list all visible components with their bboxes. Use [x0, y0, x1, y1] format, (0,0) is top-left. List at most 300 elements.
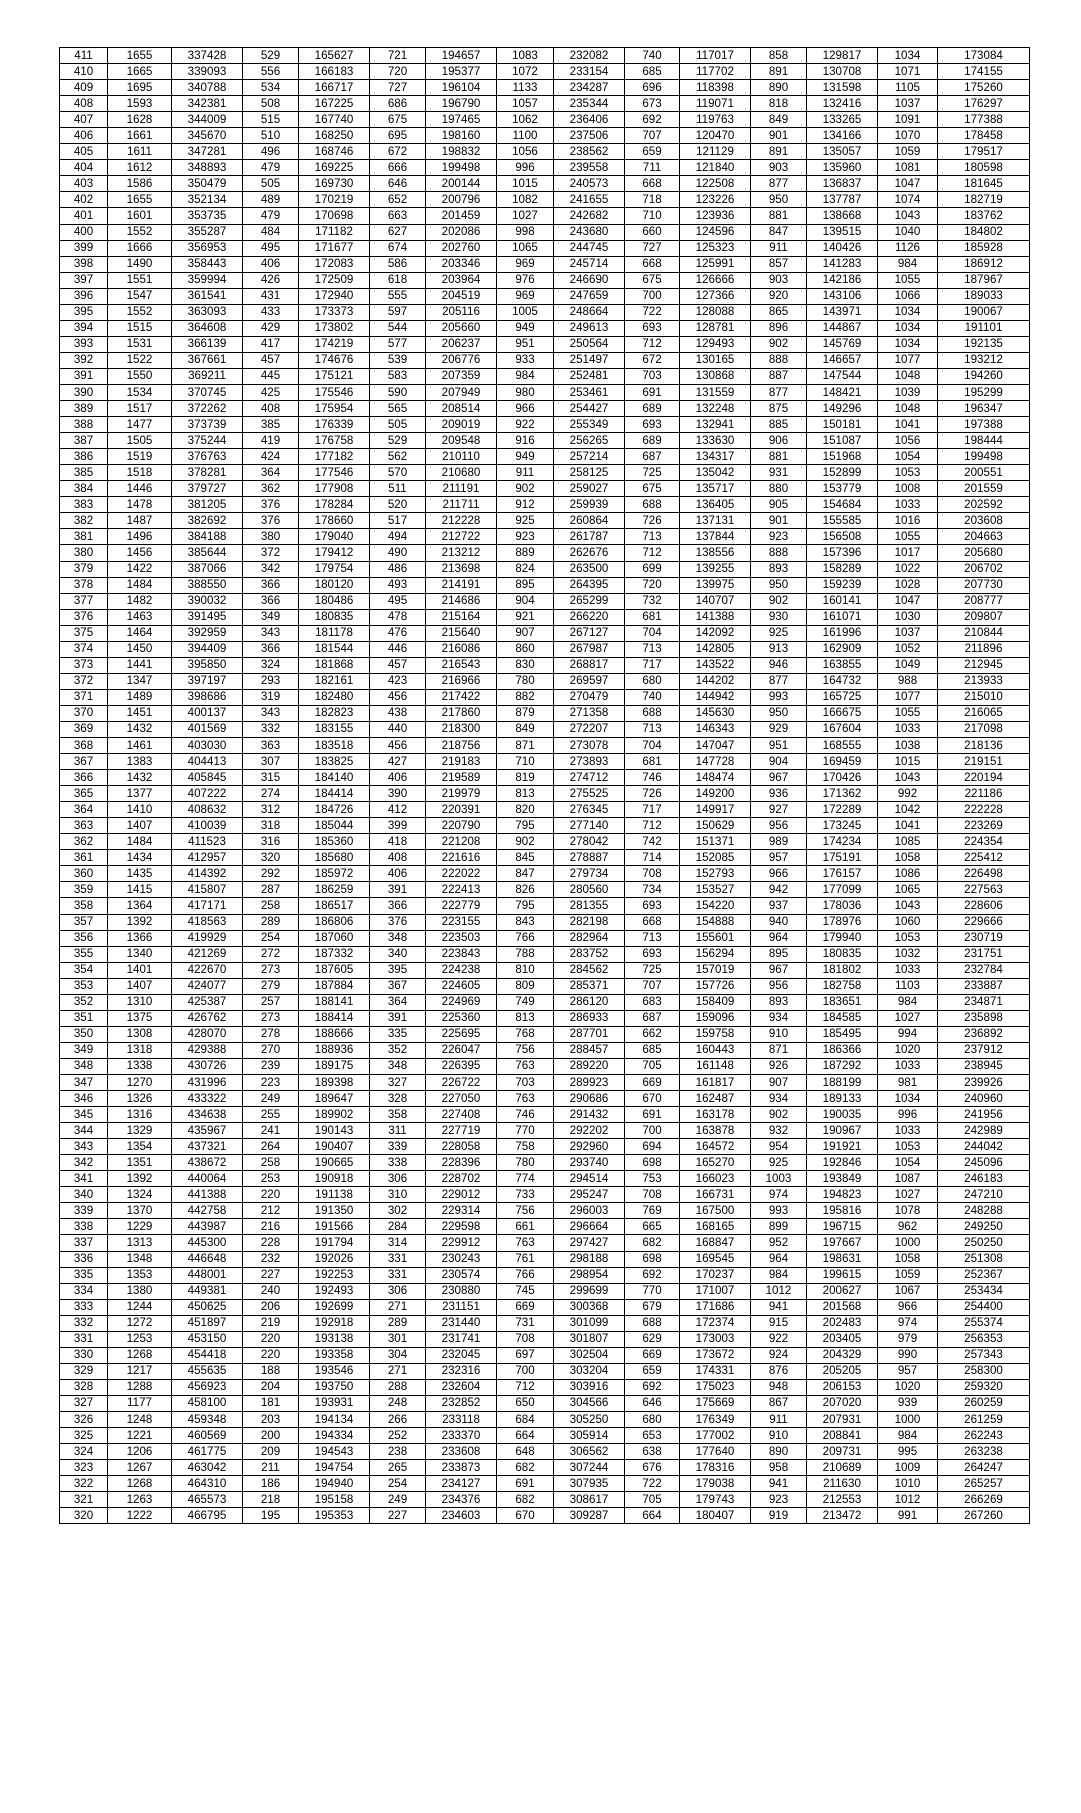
table-cell: 907	[497, 625, 554, 641]
table-cell: 164572	[680, 1139, 751, 1155]
table-cell: 193931	[299, 1395, 370, 1411]
table-cell: 183155	[299, 721, 370, 737]
table-cell: 258300	[938, 1363, 1030, 1379]
table-cell: 1415	[108, 882, 172, 898]
table-cell: 768	[497, 1026, 554, 1042]
table-cell: 370	[60, 705, 108, 721]
table-cell: 880	[751, 481, 807, 497]
table-cell: 954	[751, 1139, 807, 1155]
table-cell: 1043	[878, 770, 938, 786]
table-cell: 225695	[426, 1026, 497, 1042]
table-cell: 1392	[108, 914, 172, 930]
table-cell: 220	[243, 1331, 299, 1347]
table-cell: 385644	[172, 545, 243, 561]
table-cell: 1338	[108, 1058, 172, 1074]
table-cell: 689	[625, 433, 680, 449]
table-cell: 1456	[108, 545, 172, 561]
table-cell: 193138	[299, 1331, 370, 1347]
table-cell: 147544	[807, 368, 878, 384]
table-cell: 1033	[878, 1123, 938, 1139]
table-cell: 1056	[878, 433, 938, 449]
table-cell: 788	[497, 946, 554, 962]
table-cell: 214686	[426, 593, 497, 609]
table-cell: 174676	[299, 352, 370, 368]
table-cell: 145769	[807, 336, 878, 352]
table-cell: 212	[243, 1203, 299, 1219]
table-row	[60, 96, 1030, 112]
table-row	[60, 882, 1030, 898]
table-cell: 332	[243, 721, 299, 737]
table-cell: 464310	[172, 1476, 243, 1492]
table-cell: 1055	[878, 705, 938, 721]
table-cell: 663	[370, 208, 426, 224]
table-cell: 270479	[554, 689, 625, 705]
table-cell: 364608	[172, 320, 243, 336]
table-cell: 352	[370, 1042, 426, 1058]
table-cell: 228606	[938, 898, 1030, 914]
table-cell: 1270	[108, 1075, 172, 1091]
table-cell: 826	[497, 882, 554, 898]
table-cell: 205116	[426, 304, 497, 320]
table-cell: 165627	[299, 48, 370, 64]
table-cell: 196104	[426, 80, 497, 96]
table-cell: 431996	[172, 1075, 243, 1091]
table-cell: 713	[625, 641, 680, 657]
table-cell: 1020	[878, 1379, 938, 1395]
table-cell: 891	[751, 64, 807, 80]
table-cell: 167500	[680, 1203, 751, 1219]
table-cell: 899	[751, 1219, 807, 1235]
table-cell: 304566	[554, 1395, 625, 1411]
table-cell: 200627	[807, 1283, 878, 1299]
table-row	[60, 384, 1030, 400]
table-cell: 433322	[172, 1091, 243, 1107]
table-cell: 958	[751, 1460, 807, 1476]
table-cell: 1268	[108, 1476, 172, 1492]
table-cell: 689	[625, 401, 680, 417]
table-cell: 171362	[807, 786, 878, 802]
table-cell: 142186	[807, 272, 878, 288]
table-cell: 194134	[299, 1411, 370, 1427]
table-cell: 237912	[938, 1042, 1030, 1058]
table-cell: 358443	[172, 256, 243, 272]
table-cell: 185360	[299, 834, 370, 850]
table-cell: 119071	[680, 96, 751, 112]
table-cell: 334	[60, 1283, 108, 1299]
table-cell: 479	[243, 208, 299, 224]
table-cell: 125323	[680, 240, 751, 256]
table-cell: 261259	[938, 1411, 1030, 1427]
table-cell: 233887	[938, 978, 1030, 994]
table-cell: 652	[370, 192, 426, 208]
table-cell: 889	[497, 545, 554, 561]
table-cell: 966	[878, 1299, 938, 1315]
table-cell: 141388	[680, 609, 751, 625]
table-cell: 429388	[172, 1042, 243, 1058]
table-cell: 925	[751, 625, 807, 641]
table-row	[60, 1444, 1030, 1460]
table-cell: 143522	[680, 657, 751, 673]
table-cell: 1377	[108, 786, 172, 802]
table-cell: 966	[751, 866, 807, 882]
table-cell: 172940	[299, 288, 370, 304]
table-cell: 202483	[807, 1315, 878, 1331]
table-cell: 717	[625, 802, 680, 818]
table-cell: 726	[625, 786, 680, 802]
table-cell: 950	[751, 192, 807, 208]
table-cell: 325	[60, 1428, 108, 1444]
table-cell: 710	[625, 208, 680, 224]
table-cell: 924	[751, 1347, 807, 1363]
table-cell: 1028	[878, 577, 938, 593]
table-cell: 240	[243, 1283, 299, 1299]
table-cell: 184802	[938, 224, 1030, 240]
table-cell: 228396	[426, 1155, 497, 1171]
table-cell: 364	[370, 994, 426, 1010]
table-cell: 843	[497, 914, 554, 930]
table-cell: 1551	[108, 272, 172, 288]
table-cell: 279734	[554, 866, 625, 882]
table-cell: 998	[497, 224, 554, 240]
table-cell: 378	[60, 577, 108, 593]
table-cell: 131559	[680, 384, 751, 400]
table-cell: 264247	[938, 1460, 1030, 1476]
table-cell: 906	[751, 433, 807, 449]
table-cell: 153527	[680, 882, 751, 898]
table-cell: 211711	[426, 497, 497, 513]
table-cell: 343	[60, 1139, 108, 1155]
table-cell: 440	[370, 721, 426, 737]
table-cell: 193358	[299, 1347, 370, 1363]
table-cell: 976	[497, 272, 554, 288]
table-cell: 391495	[172, 609, 243, 625]
table-row	[60, 240, 1030, 256]
table-cell: 698	[625, 1251, 680, 1267]
table-cell: 1288	[108, 1379, 172, 1395]
table-cell: 385	[243, 417, 299, 433]
table-cell: 191794	[299, 1235, 370, 1251]
table-cell: 495	[370, 593, 426, 609]
table-cell: 216966	[426, 673, 497, 689]
table-cell: 390	[60, 384, 108, 400]
table-cell: 269597	[554, 673, 625, 689]
table-cell: 339	[370, 1139, 426, 1155]
table-cell: 494	[370, 529, 426, 545]
table-row	[60, 1411, 1030, 1427]
table-cell: 223269	[938, 818, 1030, 834]
table-cell: 386	[60, 449, 108, 465]
table-cell: 1446	[108, 481, 172, 497]
table-cell: 1432	[108, 770, 172, 786]
table-cell: 932	[751, 1123, 807, 1139]
table-cell: 394409	[172, 641, 243, 657]
table-cell: 478	[370, 609, 426, 625]
table-cell: 179940	[807, 930, 878, 946]
table-cell: 211896	[938, 641, 1030, 657]
table-cell: 216086	[426, 641, 497, 657]
table-cell: 810	[497, 962, 554, 978]
table-cell: 1347	[108, 673, 172, 689]
table-cell: 161817	[680, 1075, 751, 1091]
table-cell: 379727	[172, 481, 243, 497]
table-cell: 1039	[878, 384, 938, 400]
table-cell: 155601	[680, 930, 751, 946]
table-cell: 178284	[299, 497, 370, 513]
table-cell: 903	[751, 272, 807, 288]
table-row	[60, 1123, 1030, 1139]
table-cell: 1077	[878, 689, 938, 705]
table-cell: 490	[370, 545, 426, 561]
table-cell: 138556	[680, 545, 751, 561]
table-cell: 941	[751, 1299, 807, 1315]
table-cell: 1665	[108, 64, 172, 80]
table-row	[60, 1299, 1030, 1315]
table-cell: 1053	[878, 930, 938, 946]
table-cell: 154220	[680, 898, 751, 914]
table-cell: 871	[751, 1042, 807, 1058]
table-cell: 202086	[426, 224, 497, 240]
table-cell: 149296	[807, 401, 878, 417]
table-cell: 285371	[554, 978, 625, 994]
table-cell: 250564	[554, 336, 625, 352]
table-cell: 1407	[108, 818, 172, 834]
table-cell: 194940	[299, 1476, 370, 1492]
table-cell: 197465	[426, 112, 497, 128]
table-cell: 331	[60, 1331, 108, 1347]
table-cell: 227050	[426, 1091, 497, 1107]
table-cell: 923	[497, 529, 554, 545]
table-row	[60, 401, 1030, 417]
table-row	[60, 625, 1030, 641]
table-cell: 146343	[680, 721, 751, 737]
table-cell: 132941	[680, 417, 751, 433]
table-cell: 136405	[680, 497, 751, 513]
table-cell: 515	[243, 112, 299, 128]
table-cell: 195353	[299, 1508, 370, 1524]
table-cell: 675	[625, 481, 680, 497]
table-cell: 177002	[680, 1428, 751, 1444]
table-cell: 981	[878, 1075, 938, 1091]
table-cell: 152085	[680, 850, 751, 866]
table-cell: 434638	[172, 1107, 243, 1123]
table-cell: 406	[370, 866, 426, 882]
table-cell: 952	[751, 1235, 807, 1251]
table-cell: 857	[751, 256, 807, 272]
table-cell: 974	[878, 1315, 938, 1331]
table-cell: 273	[243, 1010, 299, 1026]
table-cell: 877	[751, 384, 807, 400]
table-cell: 366	[243, 593, 299, 609]
table-cell: 407	[60, 112, 108, 128]
table-cell: 704	[625, 625, 680, 641]
table-cell: 369	[60, 721, 108, 737]
table-cell: 915	[751, 1315, 807, 1331]
table-cell: 132248	[680, 401, 751, 417]
table-cell: 160141	[807, 593, 878, 609]
table-cell: 190067	[938, 304, 1030, 320]
table-cell: 376	[243, 513, 299, 529]
table-cell: 192918	[299, 1315, 370, 1331]
table-cell: 344	[60, 1123, 108, 1139]
table-cell: 183762	[938, 208, 1030, 224]
table-cell: 232045	[426, 1347, 497, 1363]
table-cell: 167225	[299, 96, 370, 112]
table-cell: 479	[243, 160, 299, 176]
table-cell: 272207	[554, 721, 625, 737]
table-cell: 372262	[172, 401, 243, 417]
table-row	[60, 449, 1030, 465]
table-cell: 949	[497, 320, 554, 336]
table-cell: 1059	[878, 1267, 938, 1283]
table-cell: 172289	[807, 802, 878, 818]
table-cell: 493	[370, 577, 426, 593]
table-cell: 230719	[938, 930, 1030, 946]
table-cell: 761	[497, 1251, 554, 1267]
table-row	[60, 368, 1030, 384]
table-row	[60, 1058, 1030, 1074]
table-cell: 421269	[172, 946, 243, 962]
table-cell: 227719	[426, 1123, 497, 1139]
table-cell: 1552	[108, 304, 172, 320]
table-cell: 134317	[680, 449, 751, 465]
table-cell: 1027	[497, 208, 554, 224]
table-cell: 288457	[554, 1042, 625, 1058]
table-cell: 696	[625, 80, 680, 96]
table-cell: 227	[243, 1267, 299, 1283]
table-cell: 223	[243, 1075, 299, 1091]
table-cell: 349	[243, 609, 299, 625]
table-cell: 446	[370, 641, 426, 657]
table-cell: 186	[243, 1476, 299, 1492]
table-cell: 1000	[878, 1235, 938, 1251]
table-cell: 213472	[807, 1508, 878, 1524]
table-cell: 648	[497, 1444, 554, 1460]
table-cell: 380	[60, 545, 108, 561]
table-cell: 195	[243, 1508, 299, 1524]
table-cell: 234871	[938, 994, 1030, 1010]
table-cell: 511	[370, 481, 426, 497]
table-cell: 984	[751, 1267, 807, 1283]
table-cell: 366139	[172, 336, 243, 352]
table-cell: 288	[370, 1379, 426, 1395]
table-cell: 988	[878, 673, 938, 689]
table-row	[60, 721, 1030, 737]
table-cell: 1593	[108, 96, 172, 112]
table-cell: 177182	[299, 449, 370, 465]
table-row	[60, 1139, 1030, 1155]
table-cell: 139255	[680, 561, 751, 577]
table-cell: 177640	[680, 1444, 751, 1460]
table-cell: 534	[243, 80, 299, 96]
table-cell: 214191	[426, 577, 497, 593]
table-cell: 995	[878, 1444, 938, 1460]
table-cell: 301	[370, 1331, 426, 1347]
table-cell: 367	[60, 754, 108, 770]
table-cell: 284	[370, 1219, 426, 1235]
table-cell: 683	[625, 994, 680, 1010]
table-cell: 922	[751, 1331, 807, 1347]
table-cell: 224354	[938, 834, 1030, 850]
table-cell: 194260	[938, 368, 1030, 384]
table-cell: 417	[243, 336, 299, 352]
table-cell: 238562	[554, 144, 625, 160]
table-cell: 221186	[938, 786, 1030, 802]
table-cell: 390032	[172, 593, 243, 609]
table-cell: 289	[243, 914, 299, 930]
table-cell: 154888	[680, 914, 751, 930]
table-cell: 212722	[426, 529, 497, 545]
table-cell: 298188	[554, 1251, 625, 1267]
table-cell: 1034	[878, 320, 938, 336]
table-cell: 907	[751, 1075, 807, 1091]
table-cell: 732	[625, 593, 680, 609]
table-cell: 392959	[172, 625, 243, 641]
table-cell: 237506	[554, 128, 625, 144]
table-cell: 144202	[680, 673, 751, 689]
table-cell: 316	[243, 834, 299, 850]
table-cell: 691	[625, 1107, 680, 1123]
table-row	[60, 64, 1030, 80]
table-cell: 141283	[807, 256, 878, 272]
table-cell: 1206	[108, 1444, 172, 1460]
table-cell: 391	[370, 1010, 426, 1026]
table-cell: 668	[625, 914, 680, 930]
table-cell: 1054	[878, 449, 938, 465]
table-cell: 175121	[299, 368, 370, 384]
table-cell: 196347	[938, 401, 1030, 417]
table-cell: 340	[60, 1187, 108, 1203]
table-cell: 896	[751, 320, 807, 336]
table-cell: 1484	[108, 834, 172, 850]
table-cell: 1012	[751, 1283, 807, 1299]
table-cell: 484	[243, 224, 299, 240]
table-cell: 1030	[878, 609, 938, 625]
table-cell: 260864	[554, 513, 625, 529]
table-cell: 442758	[172, 1203, 243, 1219]
table-cell: 258	[243, 898, 299, 914]
table-cell: 682	[625, 1235, 680, 1251]
table-row	[60, 1315, 1030, 1331]
table-cell: 1655	[108, 192, 172, 208]
table-cell: 1034	[878, 1091, 938, 1107]
table-cell: 1059	[878, 144, 938, 160]
table-cell: 305250	[554, 1411, 625, 1427]
table-cell: 268817	[554, 657, 625, 673]
table-cell: 1666	[108, 240, 172, 256]
table-cell: 176349	[680, 1411, 751, 1427]
table-cell: 885	[751, 417, 807, 433]
table-cell: 292	[243, 866, 299, 882]
table-cell: 201459	[426, 208, 497, 224]
table-cell: 1077	[878, 352, 938, 368]
table-row	[60, 673, 1030, 689]
table-cell: 418563	[172, 914, 243, 930]
table-cell: 174155	[938, 64, 1030, 80]
table-cell: 208841	[807, 1428, 878, 1444]
table-cell: 686	[370, 96, 426, 112]
table-cell: 685	[625, 1042, 680, 1058]
table-cell: 353735	[172, 208, 243, 224]
table-cell: 419	[243, 433, 299, 449]
table-cell: 188141	[299, 994, 370, 1010]
table-cell: 937	[751, 898, 807, 914]
table-row	[60, 529, 1030, 545]
table-cell: 756	[497, 1203, 554, 1219]
table-cell: 158409	[680, 994, 751, 1010]
table-cell: 692	[625, 112, 680, 128]
table-cell: 254400	[938, 1299, 1030, 1315]
table-cell: 252481	[554, 368, 625, 384]
